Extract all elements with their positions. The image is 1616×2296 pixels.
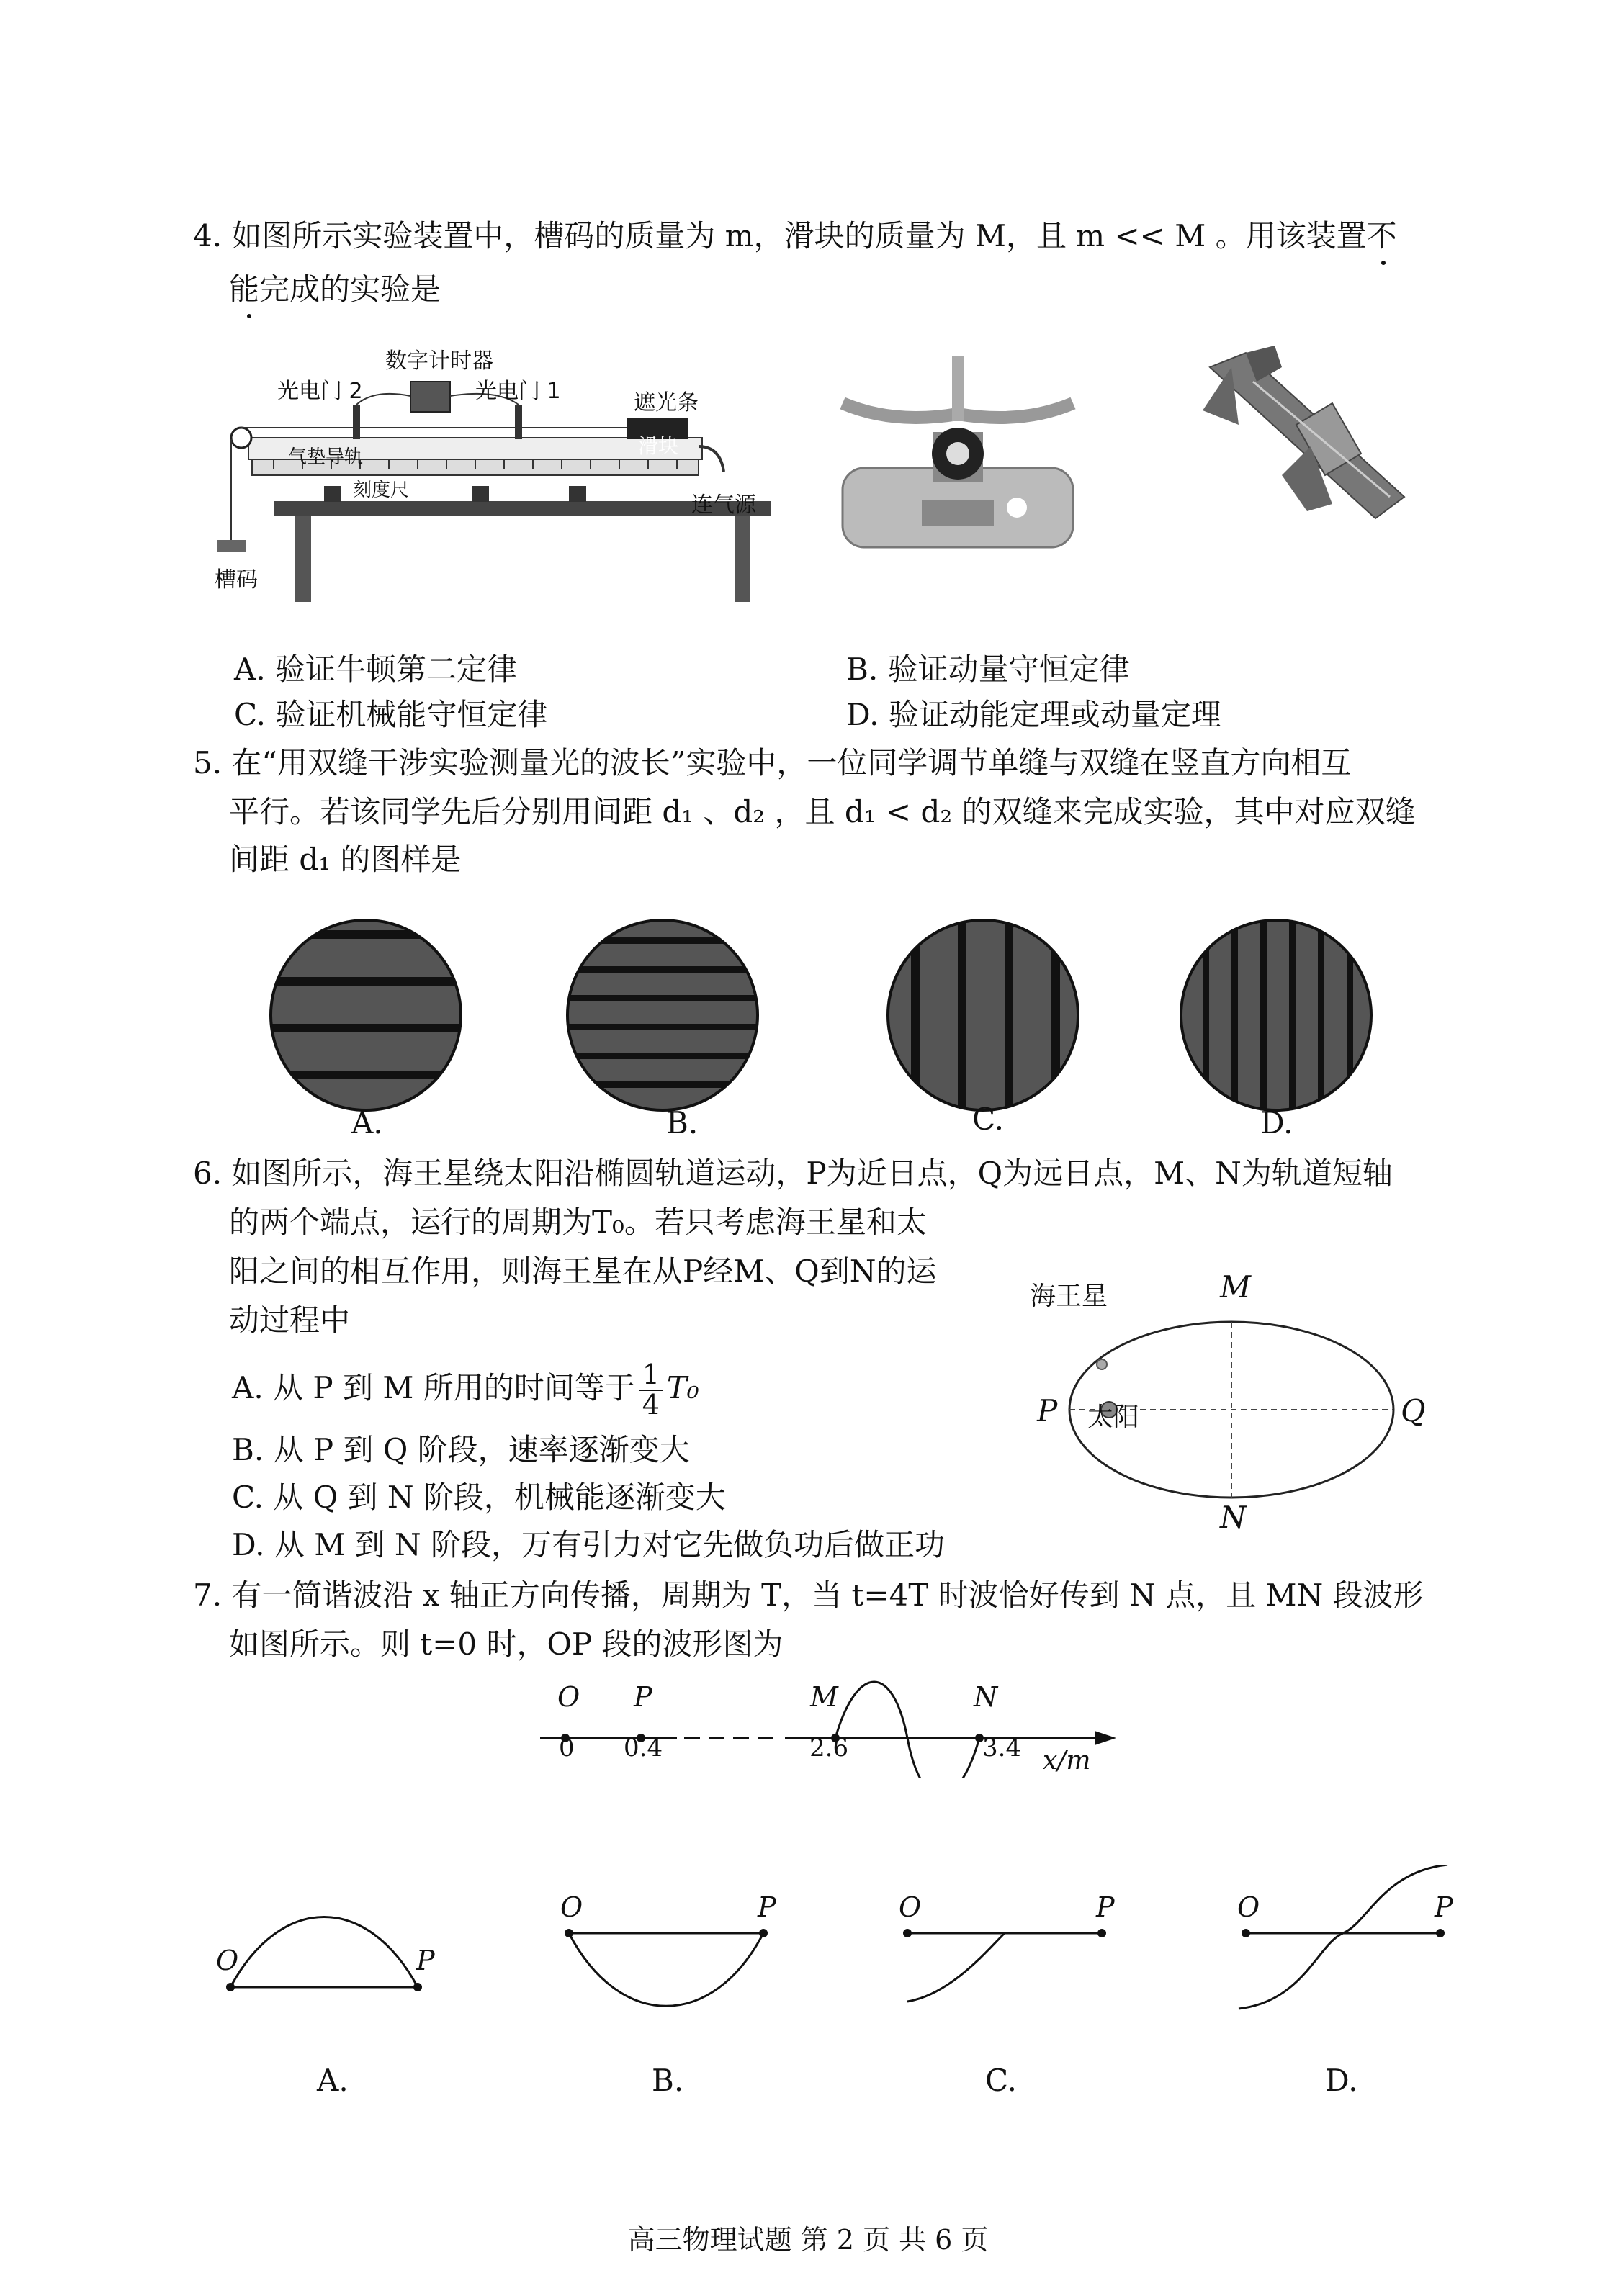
- wave-options: [202, 1865, 1476, 2038]
- label-neptune: 海王星: [1030, 1282, 1108, 1311]
- q6-stem-line3: 阳之间的相互作用，则海王星在从P经M、Q到N的运: [229, 1253, 937, 1289]
- label-q: Q: [1401, 1393, 1426, 1428]
- q6-option-a: A. 从 P 到 M 所用的时间等于 $\frac{1}{4}$ T₀: [232, 1359, 699, 1421]
- axis-tick-2-6: 2.6: [809, 1734, 849, 1762]
- label-gate2: 光电门 2: [277, 379, 363, 404]
- wave-option-d: [1239, 1865, 1447, 2009]
- label-slider: 滑块: [638, 434, 679, 458]
- label-sun: 太阳: [1087, 1403, 1140, 1432]
- page-footer: 高三物理试题 第 2 页 共 6 页: [627, 2224, 989, 2256]
- fraction-denominator: 4: [642, 1388, 660, 1421]
- wave-a-p: P: [416, 1945, 435, 1976]
- q7-option-b: B.: [652, 2063, 684, 2098]
- axis-m: M: [810, 1681, 838, 1713]
- fraction-numerator: 1: [639, 1361, 663, 1391]
- label-ruler: 刻度尺: [353, 480, 410, 501]
- wave-b-p: P: [758, 1891, 776, 1923]
- emphasis-dot: [247, 314, 251, 318]
- wave-d-o: O: [1237, 1891, 1260, 1923]
- q6-option-b: B. 从 P 到 Q 阶段，速率逐渐变大: [232, 1432, 690, 1467]
- q5-option-b: B.: [666, 1105, 699, 1140]
- q5-option-d: D.: [1260, 1105, 1293, 1140]
- q7-option-d: D.: [1325, 2063, 1358, 2098]
- label-track: 气垫导轨: [288, 446, 364, 468]
- wave-option-a: [226, 1917, 422, 1992]
- q4-option-a: A. 验证牛顿第二定律: [234, 652, 518, 687]
- q6-stem-line1: 6. 如图所示，海王星绕太阳沿椭圆轨道运动，P为近日点，Q为远日点，M、N为轨道短轴: [193, 1156, 1393, 1191]
- q4-option-b: B. 验证动量守恒定律: [846, 652, 1130, 687]
- q5-option-c: C.: [972, 1102, 1004, 1137]
- axis-unit: x/m: [1043, 1746, 1091, 1775]
- balance-scale-figure: [828, 346, 1087, 554]
- axis-tick-0-4: 0.4: [624, 1734, 663, 1762]
- label-air: 连气源: [691, 492, 756, 518]
- q6-stem-line4: 动过程中: [229, 1302, 351, 1338]
- q4-option-c: C. 验证机械能守恒定律: [234, 697, 548, 732]
- emphasis-dot: [1381, 261, 1386, 265]
- wave-c-o: O: [899, 1891, 922, 1923]
- pattern-b: [562, 909, 763, 1125]
- axis-n: N: [974, 1681, 998, 1713]
- label-m: M: [1220, 1269, 1252, 1305]
- q5-stem-line3: 间距 d₁ 的图样是: [229, 842, 462, 877]
- q7-option-c: C.: [985, 2063, 1017, 2098]
- q4-stem-line1: 4. 如图所示实验装置中，槽码的质量为 m，滑块的质量为 M，且 m << M 。用该装置不: [193, 218, 1397, 253]
- q4-option-d: D. 验证动能定理或动量定理: [846, 697, 1221, 732]
- label-p: P: [1037, 1393, 1058, 1428]
- axis-tick-3-4: 3.4: [982, 1734, 1022, 1762]
- wave-b-o: O: [560, 1891, 583, 1923]
- wave-option-c: [903, 1929, 1106, 2002]
- label-timer: 数字计时器: [385, 348, 493, 374]
- q5-stem-line2: 平行。若该同学先后分别用间距 d₁ 、d₂ ，且 d₁ < d₂ 的双缝来完成实验，其中对应双缝: [229, 794, 1416, 829]
- axis-tick-0: 0: [559, 1734, 575, 1762]
- pattern-d: [1175, 909, 1377, 1125]
- wave-a-o: O: [216, 1945, 239, 1976]
- label-gate1: 光电门 1: [475, 379, 561, 404]
- wave-c-p: P: [1096, 1891, 1115, 1923]
- wave-d-p: P: [1435, 1891, 1453, 1923]
- pattern-a: [266, 909, 468, 1125]
- pattern-c: [882, 909, 1084, 1125]
- label-shield: 遮光条: [634, 390, 699, 415]
- q5-option-a: A.: [351, 1105, 383, 1140]
- q7-option-a: A.: [317, 2063, 349, 2098]
- q6-option-d: D. 从 M 到 N 阶段，万有引力对它先做负功后做正功: [232, 1527, 946, 1562]
- interference-patterns: [266, 909, 1390, 1125]
- q7-stem-line2: 如图所示。则 t=0 时，OP 段的波形图为: [229, 1626, 784, 1662]
- vernier-caliper-figure: [1188, 338, 1411, 540]
- q6-stem-line2: 的两个端点，运行的周期为T₀。若只考虑海王星和太: [229, 1205, 927, 1240]
- label-n: N: [1220, 1500, 1247, 1535]
- axis-p: P: [634, 1681, 652, 1713]
- label-weight: 槽码: [215, 567, 258, 593]
- q5-stem-line1: 5. 在“用双缝干涉实验测量光的波长”实验中，一位同学调节单缝与双缝在竖直方向相互: [193, 745, 1352, 780]
- q6-option-c: C. 从 Q 到 N 阶段，机械能逐渐变大: [232, 1480, 726, 1515]
- axis-o: O: [557, 1681, 580, 1713]
- q4-stem-line2: 能完成的实验是: [229, 271, 441, 307]
- neptune-dot: [1097, 1359, 1107, 1369]
- wave-option-b: [565, 1929, 768, 2006]
- q7-stem-line1: 7. 有一简谐波沿 x 轴正方向传播，周期为 T，当 t=4T 时波恰好传到 N 点，且 MN 段波形: [193, 1577, 1424, 1613]
